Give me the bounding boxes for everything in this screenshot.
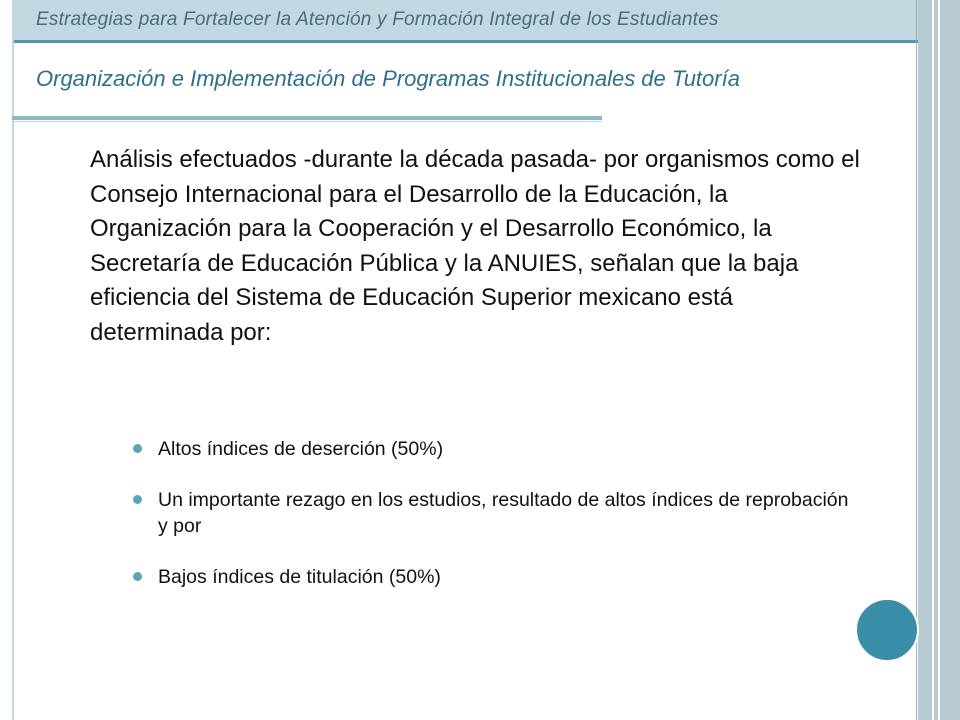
title-underline bbox=[12, 116, 602, 120]
body-paragraph: Análisis efectuados -durante la década pasada- por organismos como el Consejo Internacional para el Desarrollo de la Educación, la Organización para la Cooperación y el Desarrollo Económico, la Secretaría de Educación Pública y la ANUIES, señalan que la baja eficiencia del Sistema de Educación Superior mexicano está determinada por: bbox=[90, 146, 860, 346]
bullet-dot-icon bbox=[133, 572, 142, 581]
decorative-stripe bbox=[932, 0, 934, 720]
right-divider-inner bbox=[916, 0, 917, 720]
title-underline-thin bbox=[12, 121, 602, 122]
bullet-text: Altos índices de deserción (50%) bbox=[158, 438, 444, 460]
bullet-item bbox=[133, 436, 853, 462]
bullet-item bbox=[133, 564, 853, 590]
slide-title: Organización e Implementación de Programas Institucionales de Tutoría bbox=[36, 66, 740, 91]
left-border bbox=[12, 40, 14, 720]
bullet-text: Bajos índices de titulación (50%) bbox=[158, 566, 441, 588]
decorative-stripe bbox=[938, 0, 940, 720]
bullet-text: Un importante rezago en los estudios, resultado de altos índices de reprobación y por bbox=[158, 489, 849, 537]
bullet-dot-icon bbox=[133, 444, 142, 453]
slide-header: Estrategias para Fortalecer la Atención y Formación Integral de los Estudiantes bbox=[36, 9, 719, 30]
decorative-circle-icon bbox=[855, 598, 919, 662]
bullet-item bbox=[133, 487, 853, 539]
header-divider bbox=[12, 40, 918, 43]
bullet-list bbox=[133, 436, 853, 615]
right-decorative-bars bbox=[920, 0, 960, 720]
bullet-dot-icon bbox=[133, 495, 142, 504]
